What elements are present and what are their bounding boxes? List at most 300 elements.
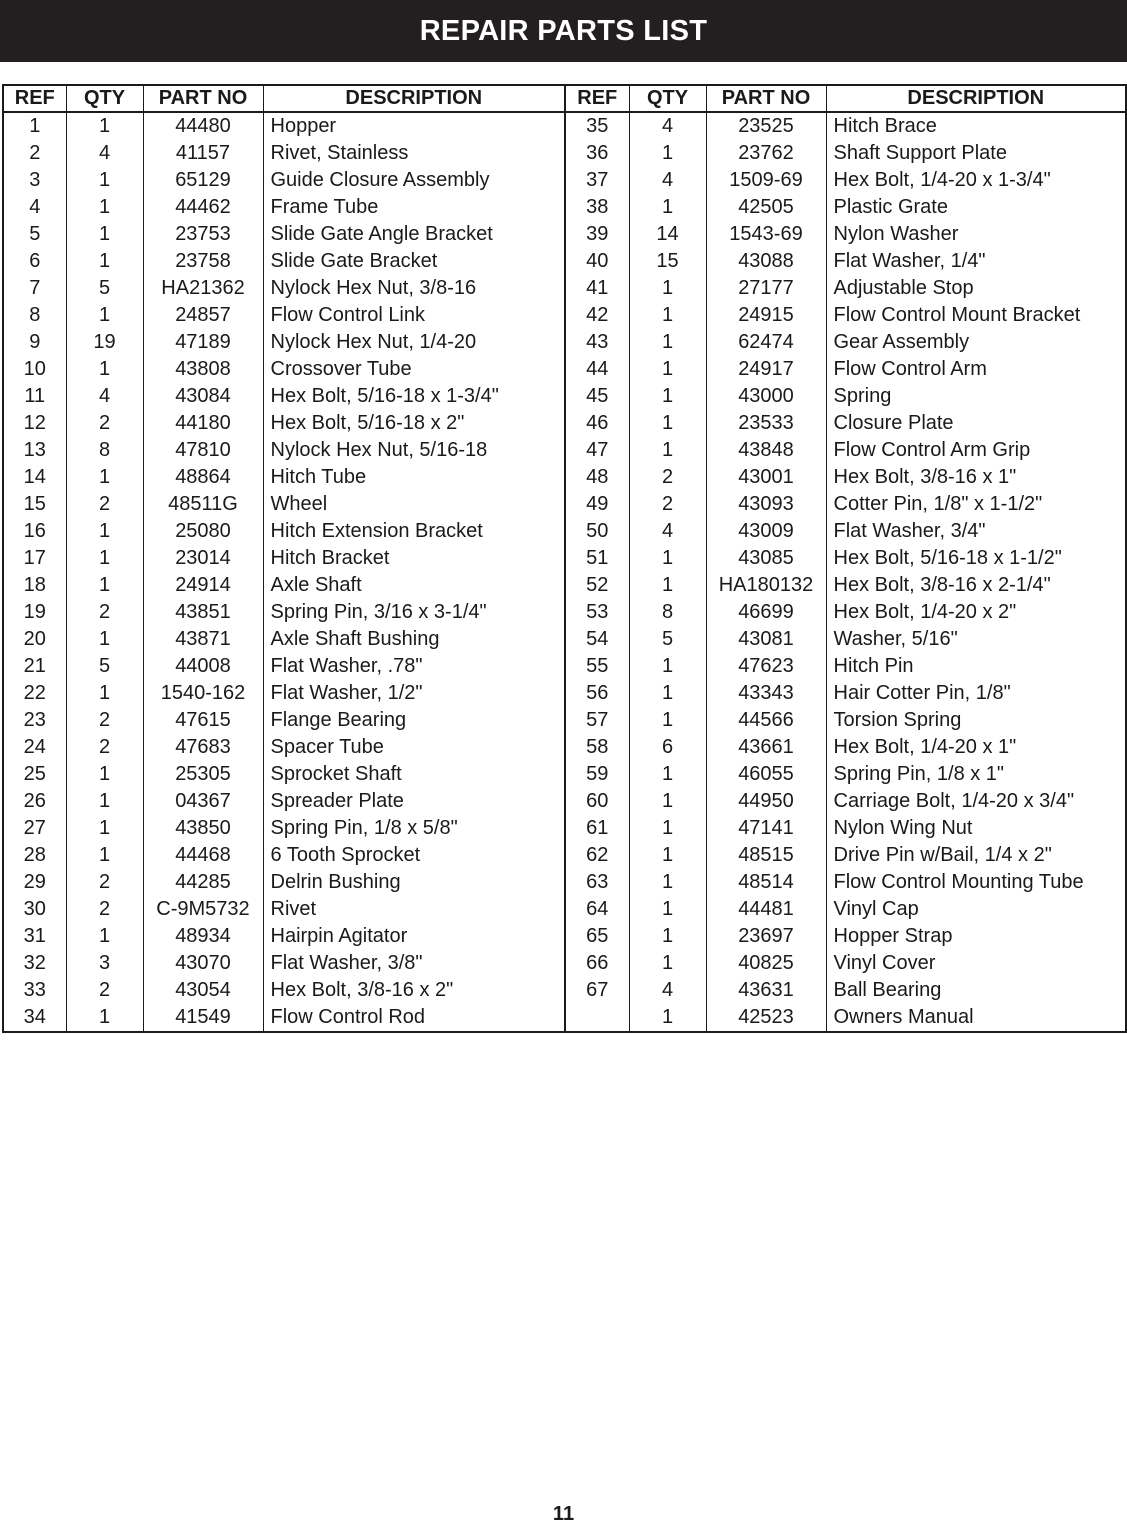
cell-description: Rivet	[263, 896, 565, 923]
cell-ref: 12	[3, 410, 66, 437]
cell-ref: 7	[3, 275, 66, 302]
parts-table-body	[3, 112, 1126, 1032]
cell-ref: 49	[565, 491, 629, 518]
cell-ref: 3	[3, 167, 66, 194]
cell-qty: 1	[66, 572, 143, 599]
cell-ref: 34	[3, 1004, 66, 1032]
cell-description: Flat Washer, 3/8"	[263, 950, 565, 977]
cell-qty: 1	[629, 707, 706, 734]
cell-qty: 2	[66, 896, 143, 923]
cell-description: Hex Bolt, 3/8-16 x 2"	[263, 977, 565, 1004]
cell-part-no: 43070	[143, 950, 263, 977]
cell-qty: 4	[629, 167, 706, 194]
cell-qty: 1	[66, 1004, 143, 1032]
cell-qty: 4	[629, 112, 706, 140]
cell-ref: 2	[3, 140, 66, 167]
cell-part-no: 04367	[143, 788, 263, 815]
cell-part-no: 62474	[706, 329, 826, 356]
cell-qty: 1	[629, 140, 706, 167]
cell-ref: 5	[3, 221, 66, 248]
cell-qty: 2	[66, 707, 143, 734]
table-row	[3, 329, 1126, 356]
cell-description: Nylon Wing Nut	[826, 815, 1126, 842]
table-row	[3, 545, 1126, 572]
cell-ref: 41	[565, 275, 629, 302]
cell-description: Adjustable Stop	[826, 275, 1126, 302]
cell-ref: 40	[565, 248, 629, 275]
cell-part-no: 43093	[706, 491, 826, 518]
cell-qty: 6	[629, 734, 706, 761]
cell-qty: 3	[66, 950, 143, 977]
cell-qty: 1	[629, 437, 706, 464]
cell-qty: 15	[629, 248, 706, 275]
cell-ref: 15	[3, 491, 66, 518]
cell-ref: 52	[565, 572, 629, 599]
col-header-ref: REF	[3, 85, 66, 112]
cell-description: Hopper	[263, 112, 565, 140]
cell-ref: 30	[3, 896, 66, 923]
cell-qty: 1	[629, 275, 706, 302]
table-row	[3, 410, 1126, 437]
cell-ref: 39	[565, 221, 629, 248]
cell-part-no: 40825	[706, 950, 826, 977]
cell-description: 6 Tooth Sprocket	[263, 842, 565, 869]
cell-ref: 13	[3, 437, 66, 464]
cell-qty: 1	[629, 653, 706, 680]
cell-qty: 1	[66, 221, 143, 248]
cell-description: Carriage Bolt, 1/4-20 x 3/4"	[826, 788, 1126, 815]
cell-ref: 43	[565, 329, 629, 356]
cell-description: Cotter Pin, 1/8" x 1-1/2"	[826, 491, 1126, 518]
cell-ref: 57	[565, 707, 629, 734]
cell-description: Wheel	[263, 491, 565, 518]
cell-ref: 8	[3, 302, 66, 329]
cell-qty: 2	[66, 869, 143, 896]
cell-part-no: 47810	[143, 437, 263, 464]
cell-description: Hitch Brace	[826, 112, 1126, 140]
cell-description: Frame Tube	[263, 194, 565, 221]
cell-description: Spring	[826, 383, 1126, 410]
table-row	[3, 437, 1126, 464]
cell-description: Gear Assembly	[826, 329, 1126, 356]
cell-part-no: C-9M5732	[143, 896, 263, 923]
cell-ref: 36	[565, 140, 629, 167]
cell-description: Flow Control Arm Grip	[826, 437, 1126, 464]
cell-part-no: 44566	[706, 707, 826, 734]
cell-part-no: 1509-69	[706, 167, 826, 194]
cell-ref: 24	[3, 734, 66, 761]
cell-part-no: 65129	[143, 167, 263, 194]
cell-qty: 1	[629, 680, 706, 707]
table-row	[3, 275, 1126, 302]
cell-description: Flow Control Arm	[826, 356, 1126, 383]
cell-description: Flow Control Mount Bracket	[826, 302, 1126, 329]
cell-description: Flat Washer, 1/2"	[263, 680, 565, 707]
table-row	[3, 869, 1126, 896]
cell-ref: 22	[3, 680, 66, 707]
table-row	[3, 707, 1126, 734]
cell-description: Flow Control Link	[263, 302, 565, 329]
cell-ref: 61	[565, 815, 629, 842]
cell-ref: 20	[3, 626, 66, 653]
cell-description: Hitch Bracket	[263, 545, 565, 572]
table-row	[3, 221, 1126, 248]
cell-description: Flow Control Rod	[263, 1004, 565, 1032]
cell-qty: 4	[629, 977, 706, 1004]
cell-part-no: 23762	[706, 140, 826, 167]
repair-parts-table	[2, 84, 1127, 1033]
cell-part-no: 25080	[143, 518, 263, 545]
cell-ref: 51	[565, 545, 629, 572]
cell-ref: 21	[3, 653, 66, 680]
cell-description: Rivet, Stainless	[263, 140, 565, 167]
cell-qty: 1	[66, 545, 143, 572]
cell-part-no: 43343	[706, 680, 826, 707]
table-row	[3, 464, 1126, 491]
col-header-qty: QTY	[66, 85, 143, 112]
cell-part-no: 41549	[143, 1004, 263, 1032]
cell-part-no: 42523	[706, 1004, 826, 1032]
cell-qty: 2	[629, 464, 706, 491]
cell-part-no: 44180	[143, 410, 263, 437]
cell-qty: 1	[629, 761, 706, 788]
cell-qty: 1	[629, 815, 706, 842]
col-header-description: DESCRIPTION	[263, 85, 565, 112]
cell-ref: 63	[565, 869, 629, 896]
cell-ref: 58	[565, 734, 629, 761]
cell-part-no: 43631	[706, 977, 826, 1004]
table-row	[3, 248, 1126, 275]
cell-description: Nylock Hex Nut, 1/4-20	[263, 329, 565, 356]
cell-qty: 2	[66, 410, 143, 437]
cell-qty: 2	[66, 599, 143, 626]
cell-ref: 53	[565, 599, 629, 626]
table-row	[3, 788, 1126, 815]
table-row	[3, 761, 1126, 788]
table-header-row	[3, 85, 1126, 112]
cell-description: Hitch Pin	[826, 653, 1126, 680]
cell-part-no: 42505	[706, 194, 826, 221]
cell-part-no: 47683	[143, 734, 263, 761]
cell-ref: 50	[565, 518, 629, 545]
table-row	[3, 950, 1126, 977]
cell-ref: 37	[565, 167, 629, 194]
cell-part-no: 23753	[143, 221, 263, 248]
cell-qty: 1	[629, 329, 706, 356]
cell-description: Hex Bolt, 5/16-18 x 1-1/2"	[826, 545, 1126, 572]
cell-qty: 14	[629, 221, 706, 248]
cell-part-no: 23758	[143, 248, 263, 275]
cell-description: Hex Bolt, 1/4-20 x 1"	[826, 734, 1126, 761]
cell-ref: 18	[3, 572, 66, 599]
cell-qty: 1	[66, 815, 143, 842]
cell-description: Spring Pin, 1/8 x 1"	[826, 761, 1126, 788]
cell-description: Hitch Extension Bracket	[263, 518, 565, 545]
cell-ref: 64	[565, 896, 629, 923]
cell-part-no: 24914	[143, 572, 263, 599]
cell-ref: 66	[565, 950, 629, 977]
cell-description: Shaft Support Plate	[826, 140, 1126, 167]
cell-part-no: 48934	[143, 923, 263, 950]
cell-part-no: 43054	[143, 977, 263, 1004]
cell-qty: 1	[66, 761, 143, 788]
cell-qty: 2	[66, 977, 143, 1004]
cell-description: Axle Shaft Bushing	[263, 626, 565, 653]
cell-part-no: 46699	[706, 599, 826, 626]
table-row	[3, 977, 1126, 1004]
cell-part-no: 43081	[706, 626, 826, 653]
cell-part-no: 48864	[143, 464, 263, 491]
cell-ref: 10	[3, 356, 66, 383]
cell-part-no: 44481	[706, 896, 826, 923]
cell-qty: 2	[66, 491, 143, 518]
table-row	[3, 734, 1126, 761]
cell-ref: 25	[3, 761, 66, 788]
cell-ref: 59	[565, 761, 629, 788]
cell-qty: 1	[629, 869, 706, 896]
cell-description: Nylock Hex Nut, 5/16-18	[263, 437, 565, 464]
cell-qty: 1	[66, 626, 143, 653]
table-row	[3, 815, 1126, 842]
table-row	[3, 302, 1126, 329]
cell-description: Hex Bolt, 1/4-20 x 2"	[826, 599, 1126, 626]
cell-part-no: 44468	[143, 842, 263, 869]
cell-ref: 47	[565, 437, 629, 464]
cell-description: Flat Washer, 3/4"	[826, 518, 1126, 545]
table-row	[3, 599, 1126, 626]
cell-part-no: 47141	[706, 815, 826, 842]
cell-part-no: 43808	[143, 356, 263, 383]
table-row	[3, 653, 1126, 680]
cell-part-no: 43088	[706, 248, 826, 275]
cell-description: Vinyl Cap	[826, 896, 1126, 923]
cell-qty: 1	[66, 518, 143, 545]
cell-part-no: 48511G	[143, 491, 263, 518]
cell-qty: 1	[66, 194, 143, 221]
cell-description: Hex Bolt, 5/16-18 x 2"	[263, 410, 565, 437]
cell-qty: 1	[629, 383, 706, 410]
col-header-qty: QTY	[629, 85, 706, 112]
cell-description: Ball Bearing	[826, 977, 1126, 1004]
cell-qty: 5	[66, 653, 143, 680]
cell-ref: 48	[565, 464, 629, 491]
cell-ref: 65	[565, 923, 629, 950]
cell-description: Flow Control Mounting Tube	[826, 869, 1126, 896]
cell-qty: 1	[66, 923, 143, 950]
cell-description: Plastic Grate	[826, 194, 1126, 221]
cell-description: Spreader Plate	[263, 788, 565, 815]
cell-part-no: 25305	[143, 761, 263, 788]
cell-qty: 1	[66, 112, 143, 140]
table-row	[3, 518, 1126, 545]
cell-description: Delrin Bushing	[263, 869, 565, 896]
cell-description: Hitch Tube	[263, 464, 565, 491]
cell-ref: 60	[565, 788, 629, 815]
cell-qty: 1	[66, 167, 143, 194]
cell-description: Sprocket Shaft	[263, 761, 565, 788]
cell-part-no: 44462	[143, 194, 263, 221]
cell-ref: 9	[3, 329, 66, 356]
cell-part-no: 43085	[706, 545, 826, 572]
cell-description: Hopper Strap	[826, 923, 1126, 950]
title-banner	[0, 0, 1127, 62]
cell-ref: 23	[3, 707, 66, 734]
cell-part-no: 47189	[143, 329, 263, 356]
cell-part-no: 43084	[143, 383, 263, 410]
cell-description: Torsion Spring	[826, 707, 1126, 734]
cell-qty: 1	[66, 356, 143, 383]
cell-ref: 42	[565, 302, 629, 329]
cell-qty: 1	[629, 896, 706, 923]
cell-qty: 1	[629, 788, 706, 815]
cell-part-no: 24917	[706, 356, 826, 383]
cell-qty: 1	[66, 680, 143, 707]
cell-part-no: HA180132	[706, 572, 826, 599]
cell-qty: 2	[629, 491, 706, 518]
cell-part-no: 1543-69	[706, 221, 826, 248]
col-header-part-no: PART NO	[706, 85, 826, 112]
cell-part-no: 47615	[143, 707, 263, 734]
cell-ref: 6	[3, 248, 66, 275]
cell-part-no: 41157	[143, 140, 263, 167]
table-row	[3, 680, 1126, 707]
cell-qty: 1	[66, 842, 143, 869]
cell-qty: 8	[629, 599, 706, 626]
cell-description: Flat Washer, .78"	[263, 653, 565, 680]
cell-description: Nylock Hex Nut, 3/8-16	[263, 275, 565, 302]
cell-qty: 1	[629, 1004, 706, 1032]
cell-part-no: 43871	[143, 626, 263, 653]
cell-description: Spacer Tube	[263, 734, 565, 761]
cell-part-no: 27177	[706, 275, 826, 302]
cell-part-no: 1540-162	[143, 680, 263, 707]
cell-ref: 54	[565, 626, 629, 653]
cell-description: Spring Pin, 3/16 x 3-1/4"	[263, 599, 565, 626]
cell-description: Hex Bolt, 3/8-16 x 2-1/4"	[826, 572, 1126, 599]
cell-qty: 1	[629, 356, 706, 383]
table-row	[3, 140, 1126, 167]
cell-ref: 55	[565, 653, 629, 680]
cell-ref: 14	[3, 464, 66, 491]
cell-ref: 11	[3, 383, 66, 410]
cell-part-no: 48515	[706, 842, 826, 869]
cell-ref: 26	[3, 788, 66, 815]
cell-qty: 1	[629, 545, 706, 572]
cell-qty: 1	[629, 194, 706, 221]
cell-description: Spring Pin, 1/8 x 5/8"	[263, 815, 565, 842]
cell-part-no: 23525	[706, 112, 826, 140]
cell-qty: 1	[629, 842, 706, 869]
cell-part-no: 47623	[706, 653, 826, 680]
cell-description: Crossover Tube	[263, 356, 565, 383]
cell-description: Hairpin Agitator	[263, 923, 565, 950]
col-header-description: DESCRIPTION	[826, 85, 1126, 112]
cell-description: Flange Bearing	[263, 707, 565, 734]
cell-ref: 1	[3, 112, 66, 140]
cell-qty: 8	[66, 437, 143, 464]
cell-description: Axle Shaft	[263, 572, 565, 599]
cell-part-no: 43009	[706, 518, 826, 545]
cell-ref: 44	[565, 356, 629, 383]
cell-description: Slide Gate Angle Bracket	[263, 221, 565, 248]
cell-qty: 1	[629, 410, 706, 437]
cell-part-no: 43850	[143, 815, 263, 842]
cell-part-no: 23014	[143, 545, 263, 572]
cell-qty: 2	[66, 734, 143, 761]
cell-part-no: 48514	[706, 869, 826, 896]
table-row	[3, 896, 1126, 923]
cell-part-no: 43851	[143, 599, 263, 626]
cell-qty: 5	[66, 275, 143, 302]
cell-ref: 28	[3, 842, 66, 869]
cell-part-no: 46055	[706, 761, 826, 788]
cell-description: Closure Plate	[826, 410, 1126, 437]
table-row	[3, 626, 1126, 653]
table-row	[3, 356, 1126, 383]
cell-part-no: 43848	[706, 437, 826, 464]
page-title: REPAIR PARTS LIST	[419, 14, 708, 47]
cell-description: Hex Bolt, 3/8-16 x 1"	[826, 464, 1126, 491]
page-number: 11	[552, 1503, 575, 1525]
cell-description: Flat Washer, 1/4"	[826, 248, 1126, 275]
table-row	[3, 491, 1126, 518]
cell-ref: 16	[3, 518, 66, 545]
cell-part-no: 44285	[143, 869, 263, 896]
cell-description: Hair Cotter Pin, 1/8"	[826, 680, 1126, 707]
cell-ref: 35	[565, 112, 629, 140]
table-row	[3, 383, 1126, 410]
table-row	[3, 112, 1126, 140]
cell-ref: 27	[3, 815, 66, 842]
cell-qty: 1	[66, 302, 143, 329]
table-row	[3, 1004, 1126, 1032]
cell-ref: 33	[3, 977, 66, 1004]
cell-ref: 4	[3, 194, 66, 221]
cell-part-no: 24857	[143, 302, 263, 329]
cell-ref: 45	[565, 383, 629, 410]
table-row	[3, 194, 1126, 221]
table-row	[3, 167, 1126, 194]
cell-part-no: 23533	[706, 410, 826, 437]
cell-part-no: 24915	[706, 302, 826, 329]
cell-qty: 1	[629, 950, 706, 977]
cell-qty: 5	[629, 626, 706, 653]
table-row	[3, 842, 1126, 869]
cell-qty: 4	[66, 383, 143, 410]
table-row	[3, 572, 1126, 599]
table-row	[3, 923, 1126, 950]
cell-ref: 46	[565, 410, 629, 437]
cell-description: Hex Bolt, 5/16-18 x 1-3/4"	[263, 383, 565, 410]
cell-description: Drive Pin w/Bail, 1/4 x 2"	[826, 842, 1126, 869]
cell-ref: 19	[3, 599, 66, 626]
cell-qty: 4	[629, 518, 706, 545]
cell-part-no: 23697	[706, 923, 826, 950]
cell-ref: 31	[3, 923, 66, 950]
cell-qty: 1	[66, 248, 143, 275]
cell-qty: 1	[629, 302, 706, 329]
cell-ref: 38	[565, 194, 629, 221]
cell-part-no: 43001	[706, 464, 826, 491]
cell-description: Slide Gate Bracket	[263, 248, 565, 275]
cell-description: Guide Closure Assembly	[263, 167, 565, 194]
cell-part-no: HA21362	[143, 275, 263, 302]
col-header-part-no: PART NO	[143, 85, 263, 112]
cell-ref: 29	[3, 869, 66, 896]
cell-qty: 1	[66, 788, 143, 815]
cell-ref: 62	[565, 842, 629, 869]
cell-description: Hex Bolt, 1/4-20 x 1-3/4"	[826, 167, 1126, 194]
